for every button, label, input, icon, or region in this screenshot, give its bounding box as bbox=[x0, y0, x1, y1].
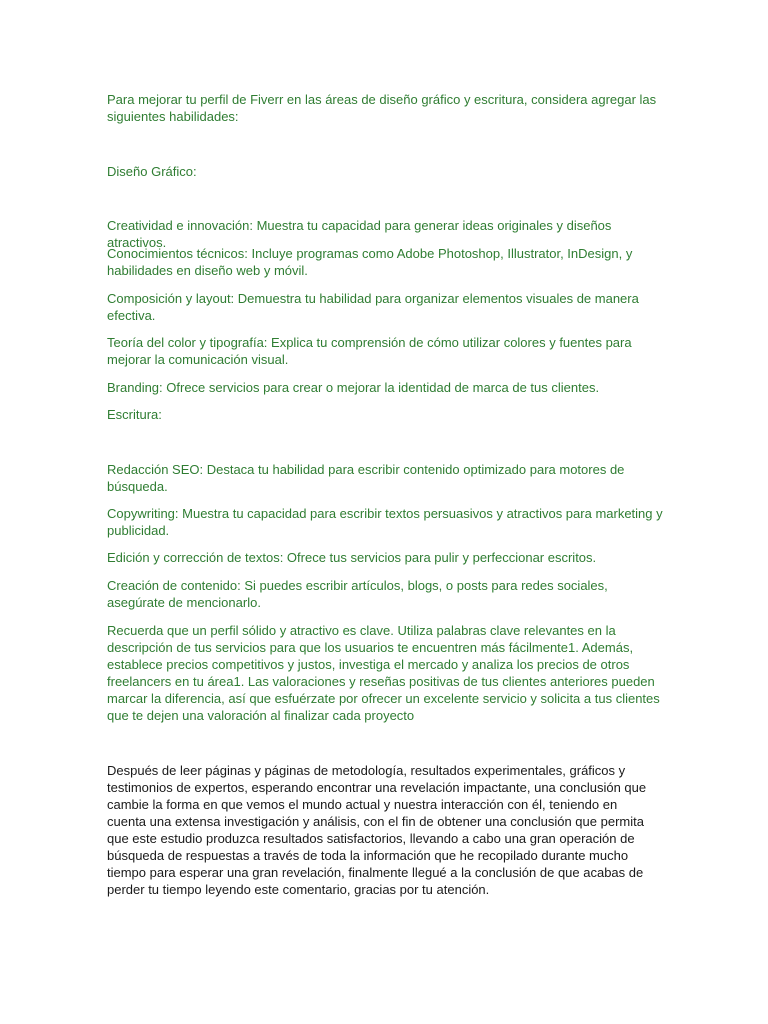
writing-item-seo: Redacción SEO: Destaca tu habilidad para escribir contenido optimizado para motores de búsqueda. bbox=[107, 462, 625, 494]
writing-item-editing: Edición y corrección de textos: Ofrece tus servicios para pulir y perfeccionar escritos. bbox=[107, 550, 597, 565]
writing-heading: Escritura: bbox=[107, 407, 162, 422]
design-item-composition: Composición y layout: Demuestra tu habilidad para organizar elementos visuales de manera efectiva. bbox=[107, 291, 639, 323]
closing-paragraph: Recuerda que un perfil sólido y atractivo es clave. Utiliza palabras clave relevantes en la descripción de tus servicios para que los usuarios te encuentren más fácilmente1. Además, establece precios competitivos y justos, investiga el mercado y analiza los precios de otros freelancers en tu área1. Las valoraciones y reseñas positivas de tus clientes anteriores pueden marcar la diferencia, así que esfuérzate por ofrecer un excelente servicio y solicita a tus clientes que te dejen una valoración al finalizar cada proyecto bbox=[107, 623, 660, 723]
comment-paragraph: Después de leer páginas y páginas de metodología, resultados experimentales, gráficos y testimonios de expertos, esperando encontrar una revelación impactante, una conclusión que cambie la forma en que vemos el mundo actual y nuestra interacción con él, teniendo en cuenta una extensa investigación y análisis, con el fin de obtener una conclusión que permita que este estudio produzca resultados satisfactorios, llevando a cabo una gran operación de búsqueda de respuestas a través de toda la información que he recopilado durante mucho tiempo para esperar una gran revelación, finalmente llegué a la conclusión de que acabas de perder tu tiempo leyendo este comentario, gracias por tu atención. bbox=[107, 763, 647, 897]
design-item-creativity: Creatividad e innovación: Muestra tu capacidad para generar ideas originales y diseños atractivos. bbox=[107, 218, 612, 250]
intro-paragraph: Para mejorar tu perfil de Fiverr en las áreas de diseño gráfico y escritura, considera agregar las siguientes habilidades: bbox=[107, 92, 657, 124]
writing-item-content: Creación de contenido: Si puedes escribir artículos, blogs, o posts para redes sociales, asegúrate de mencionarlo. bbox=[107, 578, 608, 610]
design-item-branding: Branding: Ofrece servicios para crear o mejorar la identidad de marca de tus clientes. bbox=[107, 380, 600, 395]
design-item-technical: Conocimientos técnicos: Incluye programas como Adobe Photoshop, Illustrator, InDesign, y habilidades en diseño web y móvil. bbox=[107, 246, 633, 278]
writing-item-copywriting: Copywriting: Muestra tu capacidad para escribir textos persuasivos y atractivos para marketing y publicidad. bbox=[107, 506, 663, 538]
design-heading: Diseño Gráfico: bbox=[107, 164, 197, 179]
design-item-color-typography: Teoría del color y tipografía: Explica tu comprensión de cómo utilizar colores y fuentes para mejorar la comunicación visual. bbox=[107, 335, 632, 367]
